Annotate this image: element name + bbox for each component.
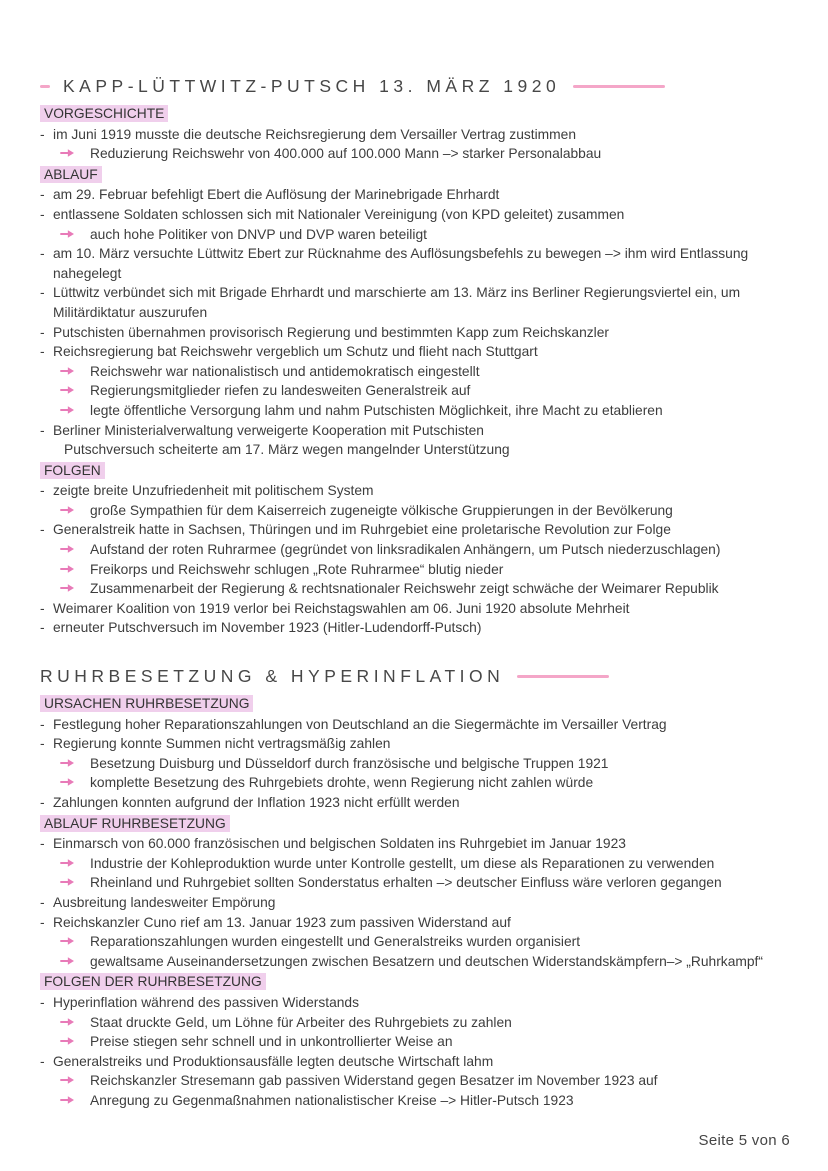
arrow-icon (60, 579, 90, 593)
item-text: Festlegung hoher Reparationszahlungen von Deutschland an die Siegermächte im Versailler Vertrag (53, 716, 667, 732)
dash-marker: - (40, 620, 45, 636)
arrow-icon (60, 560, 90, 574)
item-text: Reparationszahlungen wurden eingestellt und Generalstreiks wurden organisiert (90, 934, 581, 950)
section (40, 666, 798, 1110)
bullet-item (40, 913, 798, 933)
title-rule-left (40, 85, 50, 88)
block-heading-label: URSACHEN RUHRBESETZUNG (40, 695, 253, 712)
item-text: Weimarer Koalition von 1919 verlor bei Reichstagswahlen am 06. Juni 1920 absolute Mehrheit (53, 600, 630, 616)
dash-marker: - (40, 285, 45, 301)
page-footer (699, 1132, 790, 1149)
block-heading (40, 972, 798, 992)
arrow-item (40, 225, 798, 245)
item-text: Regierungsmitglieder riefen zu landesweiten Generalstreik auf (90, 383, 471, 399)
arrow-icon (60, 932, 90, 946)
dash-marker: - (40, 522, 45, 538)
dash-marker: - (40, 483, 45, 499)
item-text: Lüttwitz verbündet sich mit Brigade Ehrhardt und marschierte am 13. März ins Berliner Regierungsviertel ein, um Militärdiktatur auszurufen (53, 285, 741, 320)
arrow-item (40, 401, 798, 421)
notes-content (40, 76, 798, 1111)
item-text: Generalstreiks und Produktionsausfälle legten deutsche Wirtschaft lahm (53, 1053, 494, 1069)
bullet-item (40, 185, 798, 205)
item-text: Freikorps und Reichswehr schlugen „Rote Ruhrarmee“ blutig nieder (90, 561, 504, 577)
block-heading (40, 104, 798, 124)
item-text: Hyperinflation während des passiven Widerstands (53, 994, 359, 1010)
item-text: große Sympathien für dem Kaiserreich zugeneigte völkische Gruppierungen in der Bevölkerung (90, 502, 673, 518)
arrow-item (40, 501, 798, 521)
title-rule-right (517, 675, 609, 678)
block-heading-label: VORGESCHICHTE (40, 105, 168, 122)
item-text: Generalstreik hatte in Sachsen, Thüringen und im Ruhrgebiet eine proletarische Revolution zur Folge (53, 522, 671, 538)
section-title (40, 666, 798, 687)
item-text: legte öffentliche Versorgung lahm und nahm Putschisten Möglichkeit, ihre Macht zu etablieren (90, 402, 663, 418)
bullet-item (40, 993, 798, 1013)
dash-marker: - (40, 894, 45, 910)
arrow-item (40, 952, 798, 972)
block-heading-label: ABLAUF (40, 166, 102, 183)
arrow-icon (60, 952, 90, 966)
arrow-item (40, 1071, 798, 1091)
bullet-item (40, 599, 798, 619)
arrow-icon (60, 401, 90, 415)
item-text: Preise stiegen sehr schnell und in unkontrollierter Weise an (90, 1034, 453, 1050)
block-heading-label: FOLGEN (40, 462, 105, 479)
block-heading (40, 814, 798, 834)
item-text: entlassene Soldaten schlossen sich mit Nationaler Vereinigung (von KPD geleitet) zusammen (53, 206, 625, 222)
dash-marker: - (40, 1053, 45, 1069)
item-text: Regierung konnte Summen nicht vertragsmäßig zahlen (53, 736, 391, 752)
bullet-item (40, 1052, 798, 1072)
block-heading-label: FOLGEN DER RUHRBESETZUNG (40, 973, 266, 990)
dash-marker: - (40, 914, 45, 930)
page-number-label: Seite 5 von 6 (698, 1132, 790, 1149)
bullet-item (40, 893, 798, 913)
arrow-icon (60, 854, 90, 868)
arrow-item (40, 754, 798, 774)
item-text: Anregung zu Gegenmaßnahmen nationalistischer Kreise –> Hitler-Putsch 1923 (90, 1092, 574, 1108)
item-text: am 29. Februar befehligt Ebert die Auflösung der Marinebrigade Ehrhardt (53, 187, 500, 203)
dash-marker: - (40, 126, 45, 142)
arrow-icon (60, 1071, 90, 1085)
dash-marker: - (40, 716, 45, 732)
arrow-icon (60, 225, 90, 239)
block-heading-label: ABLAUF RUHRBESETZUNG (40, 815, 230, 832)
bullet-item (40, 421, 798, 441)
arrow-item (40, 381, 798, 401)
bullet-item (40, 323, 798, 343)
arrow-icon (60, 1032, 90, 1046)
arrow-item (40, 540, 798, 560)
item-text: komplette Besetzung des Ruhrgebiets drohte, wenn Regierung nicht zahlen würde (90, 775, 594, 791)
item-text: Reduzierung Reichswehr von 400.000 auf 100.000 Mann –> starker Personalabbau (90, 146, 602, 162)
arrow-icon (60, 144, 90, 158)
item-text: am 10. März versuchte Lüttwitz Ebert zur Rücknahme des Auflösungsbefehls zu bewegen –> ihm wird Entlassung nahegelegt (53, 246, 749, 281)
item-text: Reichskanzler Stresemann gab passiven Widerstand gegen Besatzer im November 1923 auf (90, 1073, 658, 1089)
dash-marker: - (40, 206, 45, 222)
arrow-icon (60, 754, 90, 768)
arrow-icon (60, 1091, 90, 1105)
bullet-item (40, 205, 798, 225)
arrow-icon (60, 873, 90, 887)
arrow-item (40, 932, 798, 952)
arrow-item (40, 560, 798, 580)
arrow-icon (60, 773, 90, 787)
dash-marker: - (40, 600, 45, 616)
block-heading (40, 461, 798, 481)
plain-item (40, 440, 798, 460)
arrow-icon (60, 362, 90, 376)
section-title-text: KAPP-LÜTTWITZ-PUTSCH 13. MÄRZ 1920 (63, 76, 561, 96)
bullet-item (40, 481, 798, 501)
arrow-icon (60, 540, 90, 554)
item-text: Aufstand der roten Ruhrarmee (gegründet von linksradikalen Anhängern, um Putsch niederzuschlagen) (90, 542, 721, 558)
block-heading (40, 165, 798, 185)
arrow-item (40, 1091, 798, 1111)
block-heading (40, 694, 798, 714)
section (40, 76, 798, 638)
section-title-text: RUHRBESETZUNG & HYPERINFLATION (40, 666, 505, 687)
dash-marker: - (40, 736, 45, 752)
title-rule-right (573, 85, 665, 88)
bullet-item (40, 834, 798, 854)
bullet-item (40, 520, 798, 540)
arrow-item (40, 579, 798, 599)
item-text: zeigte breite Unzufriedenheit mit politischem System (53, 483, 374, 499)
item-text: Staat druckte Geld, um Löhne für Arbeiter des Ruhrgebiets zu zahlen (90, 1014, 512, 1030)
arrow-item (40, 854, 798, 874)
arrow-item (40, 1013, 798, 1033)
item-text: Zusammenarbeit der Regierung & rechtsnationaler Reichswehr zeigt schwäche der Weimarer Republik (90, 581, 719, 597)
arrow-item (40, 362, 798, 382)
arrow-icon (60, 381, 90, 395)
dash-marker: - (40, 344, 45, 360)
dash-marker: - (40, 994, 45, 1010)
bullet-item (40, 244, 798, 283)
item-text: Reichskanzler Cuno rief am 13. Januar 1923 zum passiven Widerstand auf (53, 914, 511, 930)
arrow-item (40, 144, 798, 164)
arrow-item (40, 1032, 798, 1052)
dash-marker: - (40, 246, 45, 262)
item-text: Einmarsch von 60.000 französischen und belgischen Soldaten ins Ruhrgebiet im Januar 1923 (53, 836, 626, 852)
dash-marker: - (40, 187, 45, 203)
dash-marker: - (40, 324, 45, 340)
dash-marker: - (40, 422, 45, 438)
arrow-icon (60, 1013, 90, 1027)
bullet-item (40, 618, 798, 638)
item-text: erneuter Putschversuch im November 1923 (Hitler-Ludendorff-Putsch) (53, 620, 482, 636)
bullet-item (40, 734, 798, 754)
item-text: Putschversuch scheiterte am 17. März wegen mangelnder Unterstützung (64, 442, 510, 458)
bullet-item (40, 793, 798, 813)
item-text: Berliner Ministerialverwaltung verweigerte Kooperation mit Putschisten (53, 422, 484, 438)
item-text: Besetzung Duisburg und Düsseldorf durch französische und belgische Truppen 1921 (90, 755, 609, 771)
dash-marker: - (40, 795, 45, 810)
item-text: im Juni 1919 musste die deutsche Reichsregierung dem Versailler Vertrag zustimmen (53, 126, 577, 142)
bullet-item (40, 125, 798, 145)
item-text: Reichsregierung bat Reichswehr vergeblich um Schutz und flieht nach Stuttgart (53, 344, 538, 360)
item-text: Reichswehr war nationalistisch und antidemokratisch eingestellt (90, 363, 480, 379)
item-text: Ausbreitung landesweiter Empörung (53, 894, 276, 910)
bullet-item (40, 715, 798, 735)
arrow-item (40, 873, 798, 893)
arrow-icon (60, 501, 90, 515)
item-text: gewaltsame Auseinandersetzungen zwischen Besatzern und deutschen Widerstandskämpfern–> „Ruhrkampf“ (90, 953, 763, 969)
item-text: auch hohe Politiker von DNVP und DVP waren beteiligt (90, 226, 427, 242)
bullet-item (40, 342, 798, 362)
bullet-item (40, 283, 798, 322)
item-text: Industrie der Kohleproduktion wurde unter Kontrolle gestellt, um diese als Reparationen zu verwenden (90, 855, 715, 871)
arrow-item (40, 773, 798, 793)
item-text: Rheinland und Ruhrgebiet sollten Sonderstatus erhalten –> deutscher Einfluss wäre verloren gegangen (90, 875, 722, 891)
item-text: Zahlungen konnten aufgrund der Inflation 1923 nicht erfüllt werden (53, 795, 460, 810)
dash-marker: - (40, 836, 45, 852)
item-text: Putschisten übernahmen provisorisch Regierung und bestimmten Kapp zum Reichskanzler (53, 324, 609, 340)
section-title (40, 76, 798, 97)
